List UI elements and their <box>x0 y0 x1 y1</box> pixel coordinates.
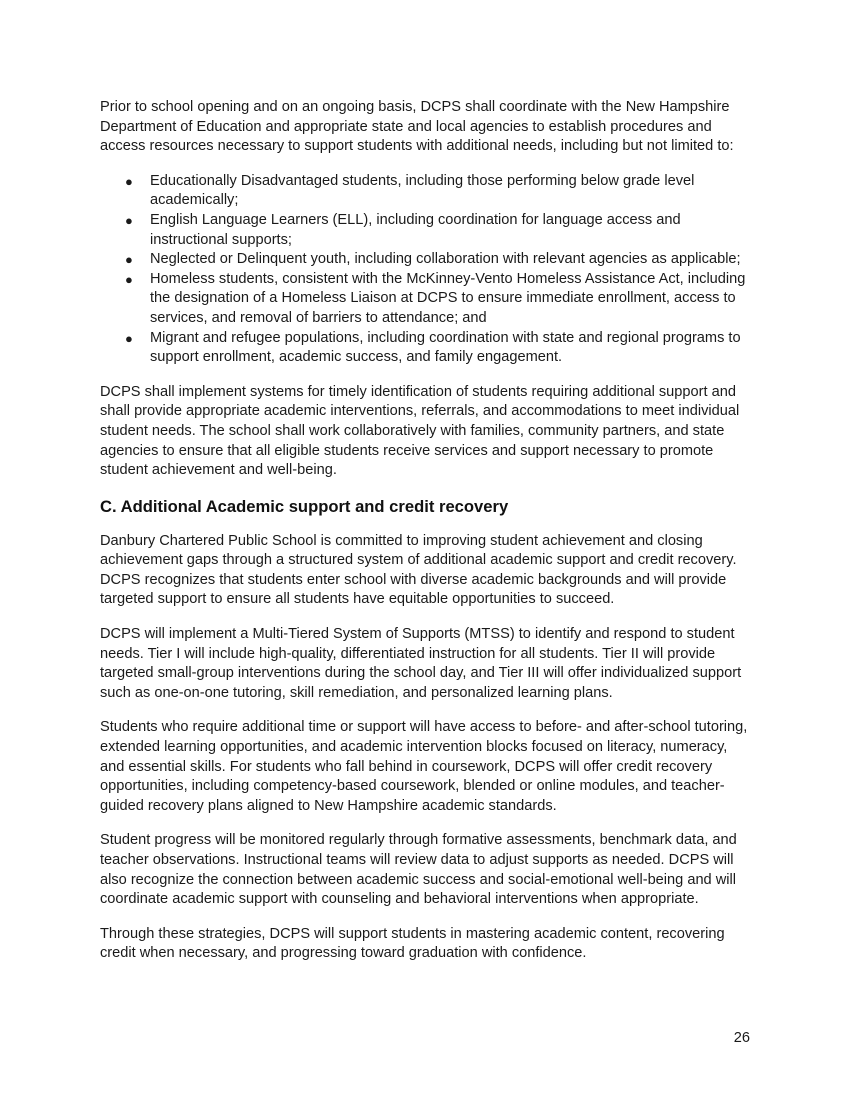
page-number: 26 <box>733 1030 750 1046</box>
body-paragraph: DCPS will implement a Multi-Tiered System of Supports (MTSS) to identify and respond to student needs. Tier I will include high-quality, differentiated instruction for all students. Tier II will provide targeted small-group interventions during the school day, and Tier III will offer individualized support such as one-on-one tutoring, skill remediation, and personalized learning plans. <box>100 626 742 701</box>
list-item <box>100 270 752 329</box>
body-paragraph: Students who require additional time or support will have access to before- and after-school tutoring, extended learning opportunities, and academic intervention blocks focused on literacy, numeracy, and essential skills. For students who fall behind in coursework, DCPS will offer credit recovery opportunities, including competency-based coursework, blended or online modules, and teacher-guided recovery plans aligned to New Hampshire academic standards. <box>100 719 748 814</box>
section-heading: C. Additional Academic support and credit recovery <box>100 496 509 516</box>
implementation-paragraph: DCPS shall implement systems for timely identification of students requiring additional support and shall provide appropriate academic interventions, referrals, and accommodations to meet individual student needs. The school shall work collaboratively with families, community partners, and state agencies to ensure that all eligible students receive services and support necessary to promote student achievement and well-being. <box>100 383 740 479</box>
list-item-text: Educationally Disadvantaged students, including those performing below grade level academically; <box>150 172 695 209</box>
body-paragraph: Through these strategies, DCPS will support students in mastering academic content, recovering credit when necessary, and progressing toward graduation with confidence. <box>100 925 725 962</box>
list-item <box>100 329 752 368</box>
list-item-text: Homeless students, consistent with the McKinney-Vento Homeless Assistance Act, including the designation of a Homeless Liaison at DCPS to ensure immediate enrollment, access to services, and removal of barriers to attendance; and <box>150 270 746 326</box>
list-item-text: Migrant and refugee populations, including coordination with state and regional programs to support enrollment, academic success, and family engagement. <box>150 329 741 366</box>
body-paragraph: Danbury Chartered Public School is committed to improving student achievement and closing achievement gaps through a structured system of additional academic support and credit recovery. DCPS recognizes that students enter school with diverse academic backgrounds and will provide targeted support to ensure all students have equitable opportunities to succeed. <box>100 532 737 608</box>
list-item <box>100 250 752 270</box>
bullet-icon: ● <box>125 173 133 189</box>
bullet-icon: ● <box>125 252 133 268</box>
list-item-text: English Language Learners (ELL), including coordination for language access and instructional supports; <box>150 211 681 248</box>
bullet-icon: ● <box>125 271 133 287</box>
list-item-text: Neglected or Delinquent youth, including collaboration with relevant agencies as applicable; <box>150 251 741 268</box>
intro-paragraph: Prior to school opening and on an ongoing basis, DCPS shall coordinate with the New Hampshire Department of Education and appropriate state and local agencies to establish procedures and access resources necessary to support students with additional needs, including but not limited to: <box>100 99 734 155</box>
support-needs-list <box>100 172 752 368</box>
body-paragraph: Student progress will be monitored regularly through formative assessments, benchmark data, and teacher observations. Instructional teams will review data to adjust supports as needed. DCPS will also recognize the connection between academic success and social-emotional well-being and will coordinate academic support with counseling and behavioral interventions when appropriate. <box>100 832 737 908</box>
bullet-icon: ● <box>125 330 133 346</box>
section-body <box>100 532 752 964</box>
list-item <box>100 211 752 250</box>
list-item <box>100 172 752 211</box>
bullet-icon: ● <box>125 212 133 228</box>
page-content <box>100 98 752 964</box>
